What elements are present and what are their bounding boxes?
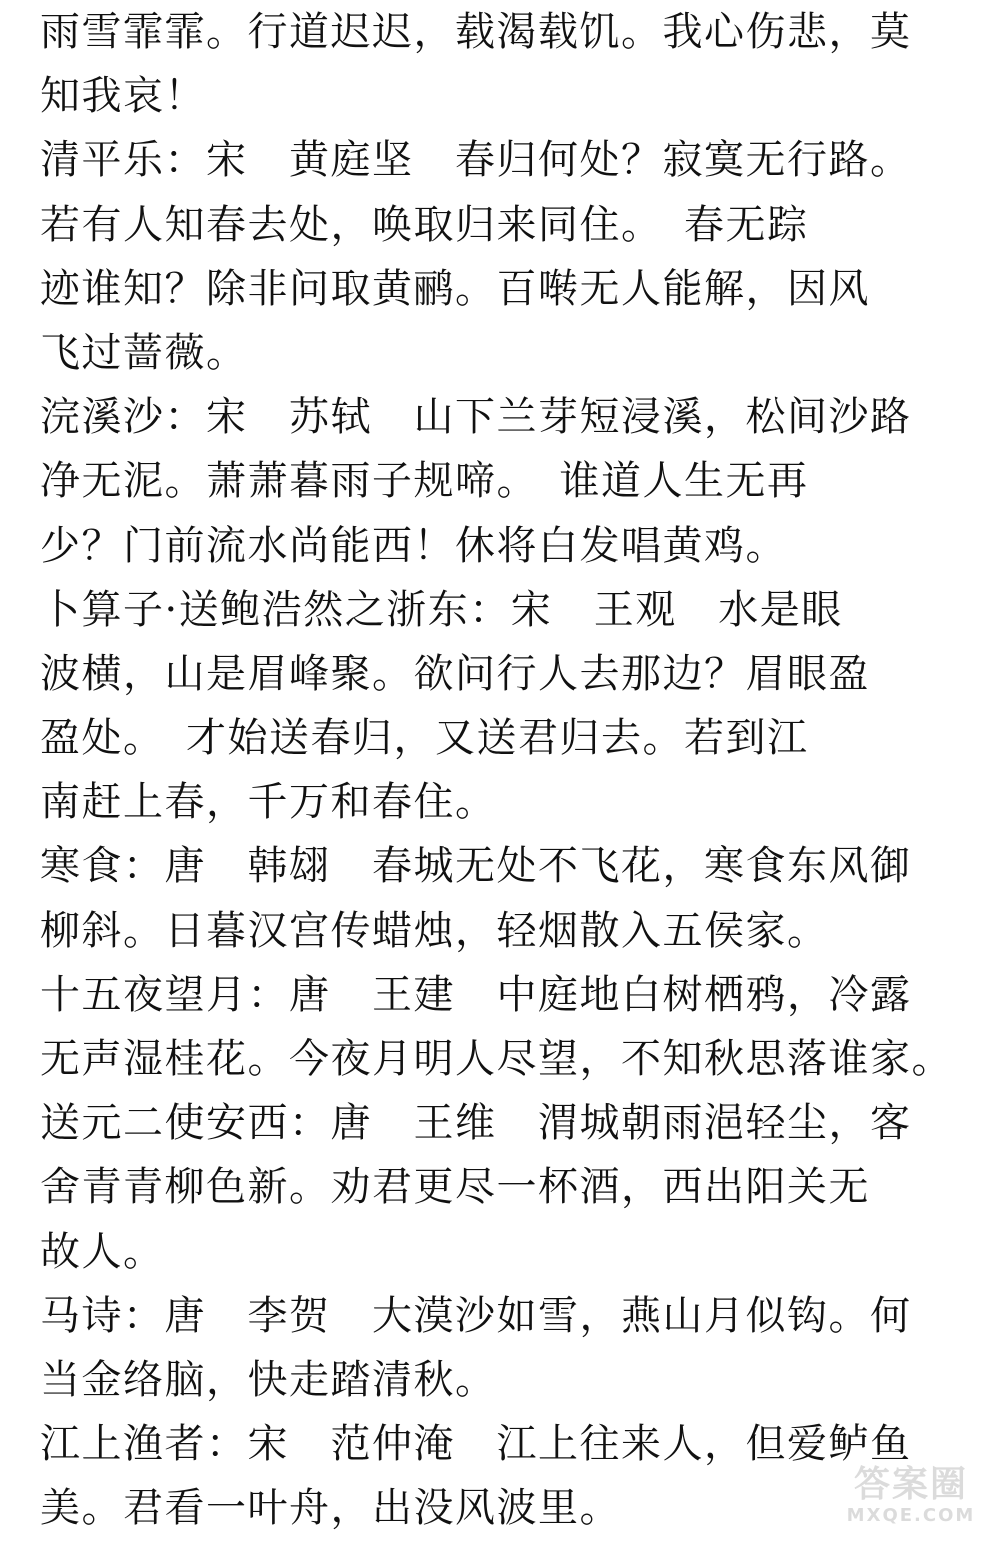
text-line: 马诗：唐 李贺 大漠沙如雪，燕山月似钩。何 [40,1292,912,1339]
text-line: 无声湿桂花。今夜月明人尽望，不知秋思落谁家。 [40,1036,953,1082]
text-line: 少？门前流水尚能西！休将白发唱黄鸡。 [40,522,787,569]
watermark-url: MXQE.COM [846,1505,976,1526]
text-line: 浣溪沙：宋 苏轼 山下兰芽短浸溪，松间沙路 [40,394,912,441]
text-line: 美。君看一叶舟，出没风波里。 [40,1485,621,1532]
text-line: 十五夜望月：唐 王建 中庭地白树栖鸦，冷露 [40,971,912,1018]
text-line: 清平乐：宋 黄庭坚 春归何处？寂寞无行路。 [40,137,912,184]
text-line: 当金络脑，快走踏清秋。 [40,1356,497,1403]
watermark-logo [836,1465,986,1531]
text-line: 波横，山是眉峰聚。欲问行人去那边？眉眼盈 [40,650,870,697]
text-line: 南赶上春，千万和春住。 [40,779,497,826]
text-line: 舍青青柳色新。劝君更尽一杯酒，西出阳关无 [40,1164,870,1211]
text-line: 卜算子·送鲍浩然之浙东：宋 王观 水是眼 [40,586,843,633]
watermark-title: 答案圈 [853,1464,968,1505]
text-line: 寒食：唐 韩翃 春城无处不飞花，寒食东风御 [40,843,912,890]
text-line: 雨雪霏霏。行道迟迟，载渴载饥。我心伤悲，莫 [40,9,912,55]
text-line: 飞过蔷薇。 [40,329,248,376]
text-line: 故人。 [40,1228,165,1275]
text-line: 盈处。 才始送春归，又送君归去。若到江 [40,715,809,762]
text-line: 柳斜。日暮汉宫传蜡烛，轻烟散入五侯家。 [40,907,829,954]
document-page [40,0,980,1541]
text-line: 知我哀！ [40,73,206,120]
text-line: 若有人知春去处，唤取归来同住。 春无踪 [40,201,809,248]
text-line: 迹谁知？除非问取黄鹂。百啭无人能解，因风 [40,265,870,312]
text-line: 送元二使安西：唐 王维 渭城朝雨浥轻尘，客 [40,1100,912,1147]
text-line: 净无泥。萧萧暮雨子规啼。 谁道人生无再 [40,458,809,505]
text-line: 江上渔者：宋 范仲淹 江上往来人，但爱鲈鱼 [40,1421,912,1468]
